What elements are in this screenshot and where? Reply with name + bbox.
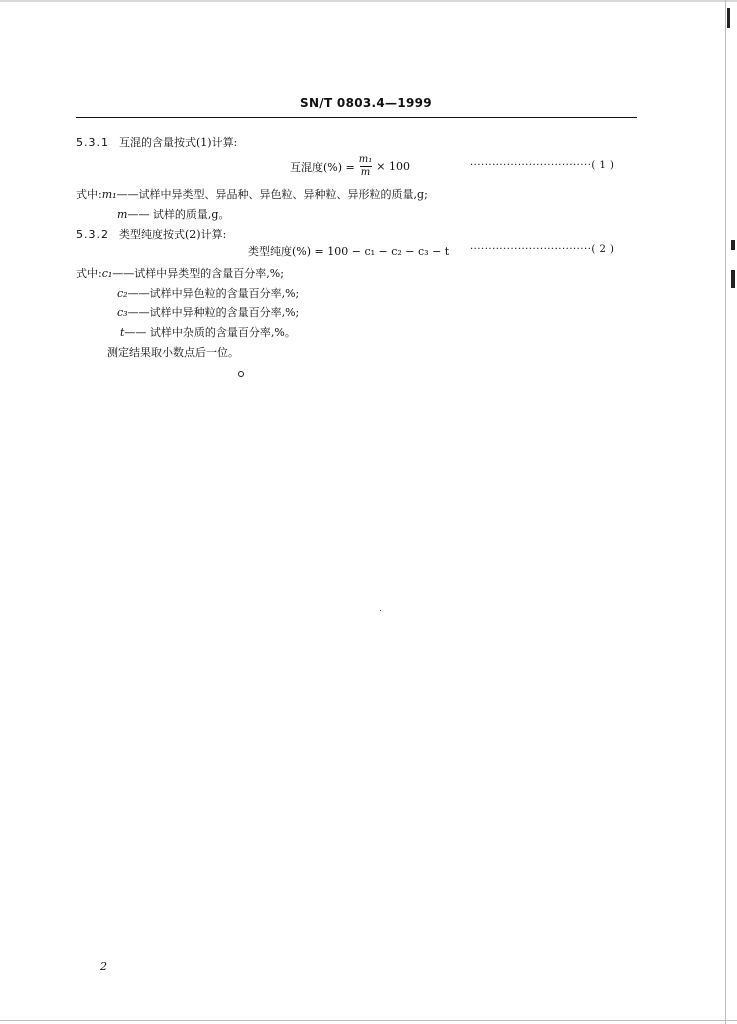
- definition-c2: [117, 285, 299, 301]
- where-prefix: 式中:: [76, 188, 102, 201]
- formula-lhs: 互混度(%) =: [290, 160, 355, 174]
- definition-c3: [117, 304, 299, 320]
- section-text: 类型纯度按式(2)计算:: [119, 228, 227, 241]
- scan-edge-bottom: [0, 1020, 737, 1021]
- formula-rhs: × 100: [376, 160, 410, 173]
- ink-speck: [380, 610, 381, 611]
- definition-text: —— 试样的质量,g。: [127, 208, 230, 221]
- section-5-3-1-heading: [76, 134, 237, 150]
- symbol: m: [117, 208, 128, 221]
- scan-edge-right: [725, 0, 726, 1024]
- standard-number-header: SN/T 0803.4—1999: [300, 96, 432, 110]
- fraction-numerator: m₁: [358, 154, 373, 165]
- section-5-3-2-heading: [76, 226, 226, 242]
- symbol: m₁: [101, 188, 117, 201]
- fraction-denominator: m: [360, 167, 371, 178]
- header-rule: [76, 117, 637, 118]
- formula-1: [290, 154, 410, 179]
- scan-edge-top: [0, 0, 737, 2]
- equation-label-1: ·································( 1 ): [470, 160, 615, 171]
- definition-c1: [76, 265, 284, 281]
- where-prefix: 式中:: [76, 267, 102, 280]
- result-precision-note: 测定结果取小数点后一位。: [107, 346, 239, 359]
- symbol: t: [120, 326, 125, 339]
- definition-text: ——试样中异色粒的含量百分率,%;: [127, 287, 300, 300]
- definition-text: —— 试样中杂质的含量百分率,%。: [124, 326, 296, 339]
- page-number: 2: [100, 960, 107, 973]
- scan-mark: [731, 270, 735, 288]
- definition-m1: [76, 186, 428, 202]
- fraction: [359, 154, 373, 179]
- definition-text: ——试样中异种粒的含量百分率,%;: [127, 306, 300, 319]
- definition-text: ——试样中异类型、异品种、异色粒、异种粒、异形粒的质量,g;: [116, 188, 428, 201]
- definition-text: ——试样中异类型的含量百分率,%;: [112, 267, 284, 280]
- scan-mark: [731, 240, 735, 250]
- symbol: c₃: [117, 306, 128, 319]
- definition-t: [120, 324, 296, 340]
- ink-dot: [238, 371, 244, 377]
- section-text: 互混的含量按式(1)计算:: [119, 136, 238, 149]
- section-number: 5.3.2: [76, 228, 109, 241]
- symbol: c₁: [101, 267, 113, 280]
- section-number: 5.3.1: [76, 136, 109, 149]
- formula-2: 类型纯度(%) = 100 − c₁ − c₂ − c₃ − t: [248, 245, 450, 258]
- scan-mark: [727, 8, 730, 28]
- definition-m: [117, 206, 229, 222]
- equation-label-2: ·································( 2 ): [470, 244, 615, 255]
- symbol: c₂: [117, 287, 128, 300]
